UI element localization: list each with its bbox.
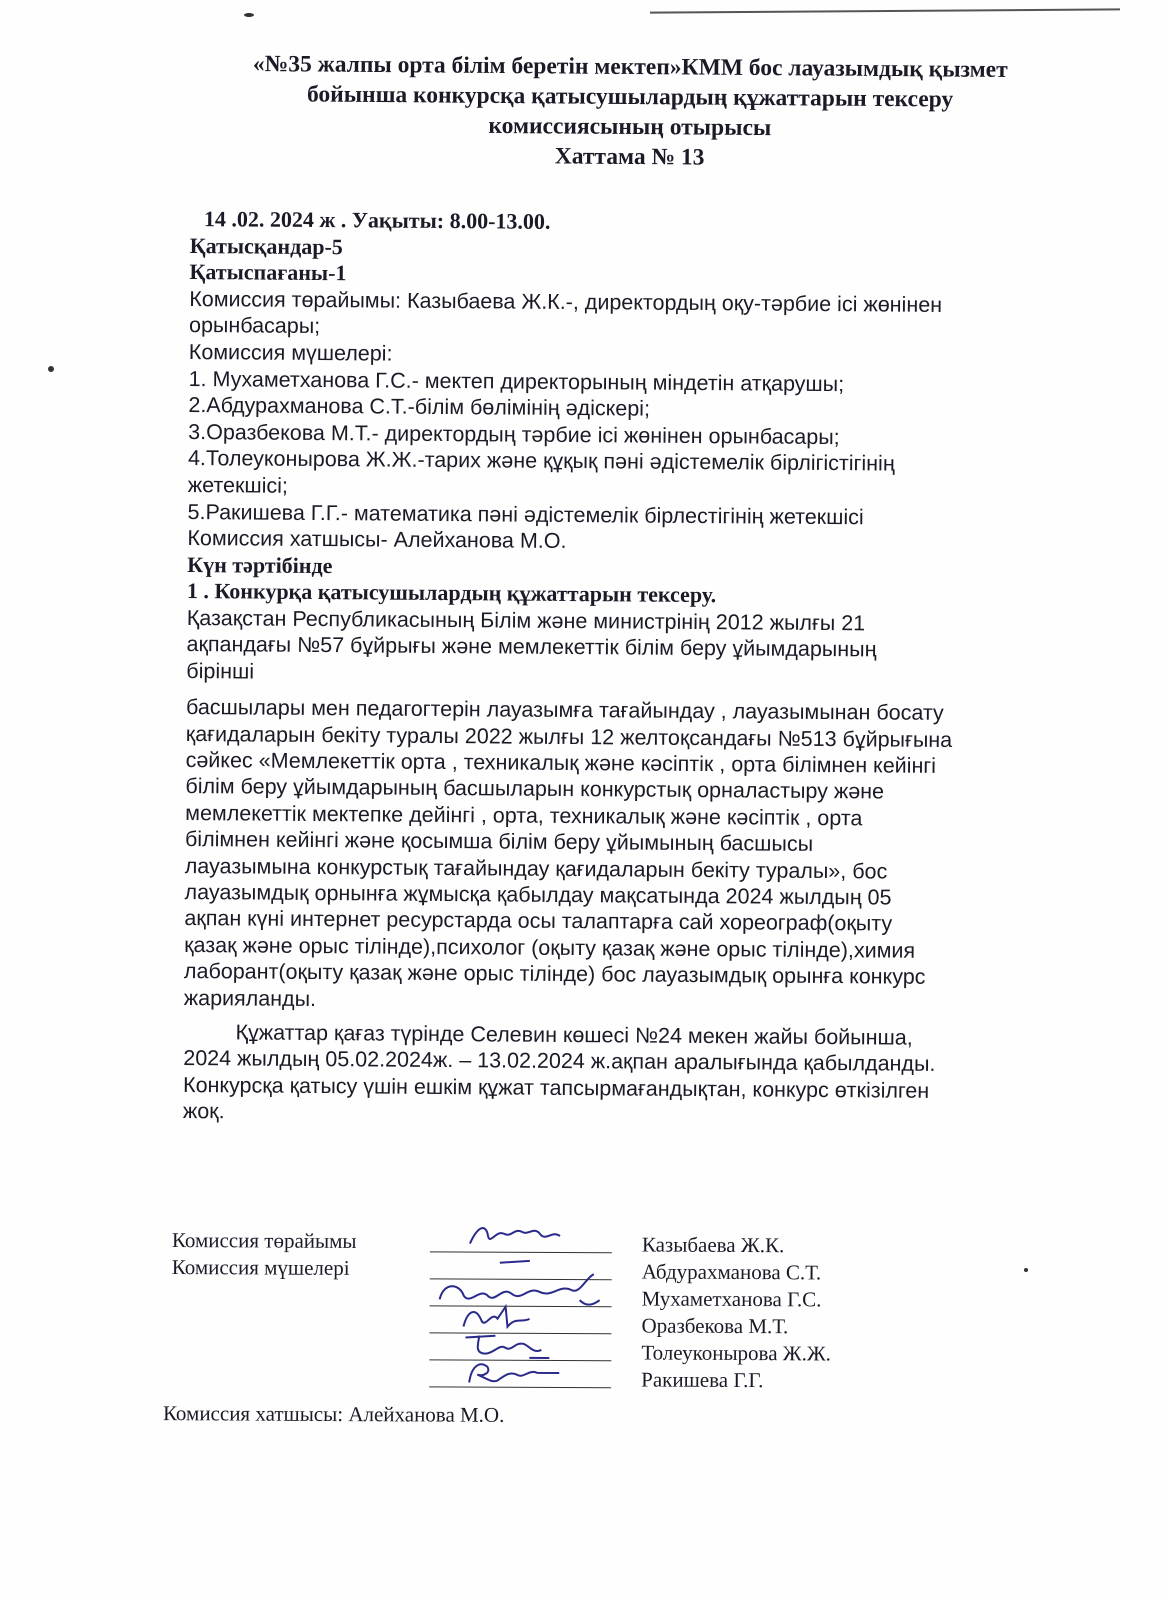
paragraph-line: қазақ және орыс тілінде),психолог (оқыту қазақ және орыс тілінде),химия [184, 932, 916, 963]
document-title [180, 48, 1081, 175]
agenda-item: 1 . Конкурқа қатысушылардың құжаттарын тексеру. [186, 578, 717, 608]
signatory-name: Абдурахманова С.Т. [641, 1259, 822, 1285]
document-body [183, 206, 1070, 1132]
member-item: 5.Ракишева Г.Г.- математика пәні әдістемелік бірлестігінің жетекшісі [187, 499, 864, 529]
paragraph-line: бірінші [186, 658, 255, 684]
paragraph-line: жарияланды. [183, 985, 317, 1011]
protocol-number: Хаттама № 13 [554, 143, 705, 171]
paragraph-line: жоқ. [182, 1099, 225, 1124]
paragraph-line: басшылары мен педагогтерін лауазымға тағайындау , лауазымынан босату [185, 695, 944, 726]
signatory-name: Толеуконырова Ж.Ж. [641, 1340, 831, 1366]
present-count: Қатысқандар-5 [189, 232, 343, 259]
member-item: 2.Абдурахманова С.Т.-білім бөлімінің әдіскері; [188, 393, 651, 421]
paragraph-1 [184, 605, 1067, 1018]
agenda-heading: Күн тәртібінде [187, 551, 333, 578]
paragraph-line: мемлекеттік мектепке дейінгі , орта, техникалық және кәсіптік , орта [185, 800, 863, 831]
title-line: бойынша конкурсқа қатысушылардың құжаттарын тексеру [306, 81, 954, 113]
signature-block [171, 1228, 1072, 1395]
paragraph-line: 2024 жылдың 05.02.2024ж. – 13.02.2024 ж.ақпан аралығында қабылданды. [183, 1046, 936, 1077]
member-item-cont: жетекшісі; [187, 472, 289, 498]
members-label: Комиссия мүшелері [171, 1254, 350, 1280]
meeting-date-time: 14 .02. 2024 ж . Уақыты: 8.00-13.00. [203, 206, 551, 234]
member-item: 3.Оразбекова М.Т.- директордың тәрбие ісі жөнінен орынбасары; [188, 419, 840, 449]
paragraph-line: ақпан күні интернет ресурстарда осы талаптарға сай хореограф(оқыту [184, 906, 893, 936]
member-item: 1. Мухаметханова Г.С.- мектеп директорының міндетін атқарушы; [188, 366, 845, 396]
paragraph-line: ақпандағы №57 бұйрығы және мемлекеттік білім беру ұйымдарының [186, 632, 877, 662]
paragraph-line: Қазақстан Республикасының Білім және министрінің 2012 жылғы 21 [186, 605, 866, 636]
paragraph-line: сәйкес «Мемлекеттік орта , техникалық және кәсіптік , орта білімнен кейінгі [185, 747, 937, 778]
paragraph-line: лауазымына конкурстық тағайындау қағидаларын бекіту туралы», бос [184, 853, 888, 884]
paragraph-2 [183, 1019, 1064, 1132]
commission-chair: Комиссия төрайымы: Казыбаева Ж.К.-, директордың оқу-тәрбие ісі жөнінен [189, 286, 943, 317]
signature-row [171, 1363, 1071, 1395]
paragraph-line: Конкурсқа қатысу үшін ешкім құжат тапсырмағандықтан, конкурс өткізілген [183, 1072, 930, 1103]
paragraph-line: білімнен кейінгі және қосымша білім беру ұйымының басшысы [184, 827, 814, 857]
chair-label: Комиссия төрайымы [171, 1228, 357, 1253]
paragraph-line: қағидаларын бекіту туралы 2022 жылғы 12 желтоқсандағы №513 бұйрығына [185, 721, 953, 752]
signatory-name: Оразбекова М.Т. [641, 1313, 789, 1339]
member-item: 4.Толеуконырова Ж.Ж.-тарих және құқық пәні әдістемелік бірлігістігінің [187, 446, 895, 476]
commission-secretary: Комиссия хатшысы- Алейханова М.О. [187, 526, 567, 554]
scan-edge-line [650, 8, 1120, 13]
scan-speck [244, 13, 254, 17]
signatory-name: Мухаметханова Г.С. [641, 1286, 822, 1312]
title-line: комиссиясының отырысы [488, 112, 772, 142]
title-line: «№35 жалпы орта білім беретін мектеп»КММ бос лауазымдық қызмет [252, 51, 1008, 83]
absent-count: Қатыспағаны-1 [189, 259, 347, 286]
paragraph-line: білім беру ұйымдарының басшыларын конкурстық орналастыру және [185, 774, 885, 804]
commission-chair-cont: орынбасары; [188, 313, 321, 339]
secretary-signature: Комиссия хатшысы: Алейханова М.О. [162, 1401, 505, 1427]
paragraph-line: лаборант(оқыту қазақ және орыс тілінде) бос лауазымдық орынға конкурс [183, 959, 926, 989]
scan-speck [48, 366, 54, 372]
members-heading: Комиссия мүшелері: [188, 339, 393, 366]
paragraph-line: Құжаттар қағаз түрінде Селевин көшесі №24 мекен жайы бойынша, [235, 1020, 913, 1050]
signatory-name: Ракишева Г.Г. [641, 1367, 764, 1393]
paragraph-line: лауазымдық орнынға жұмысқа қабылдау мақсатында 2024 жылдың 05 [184, 879, 892, 910]
signatory-name: Казыбаева Ж.К. [641, 1232, 785, 1258]
